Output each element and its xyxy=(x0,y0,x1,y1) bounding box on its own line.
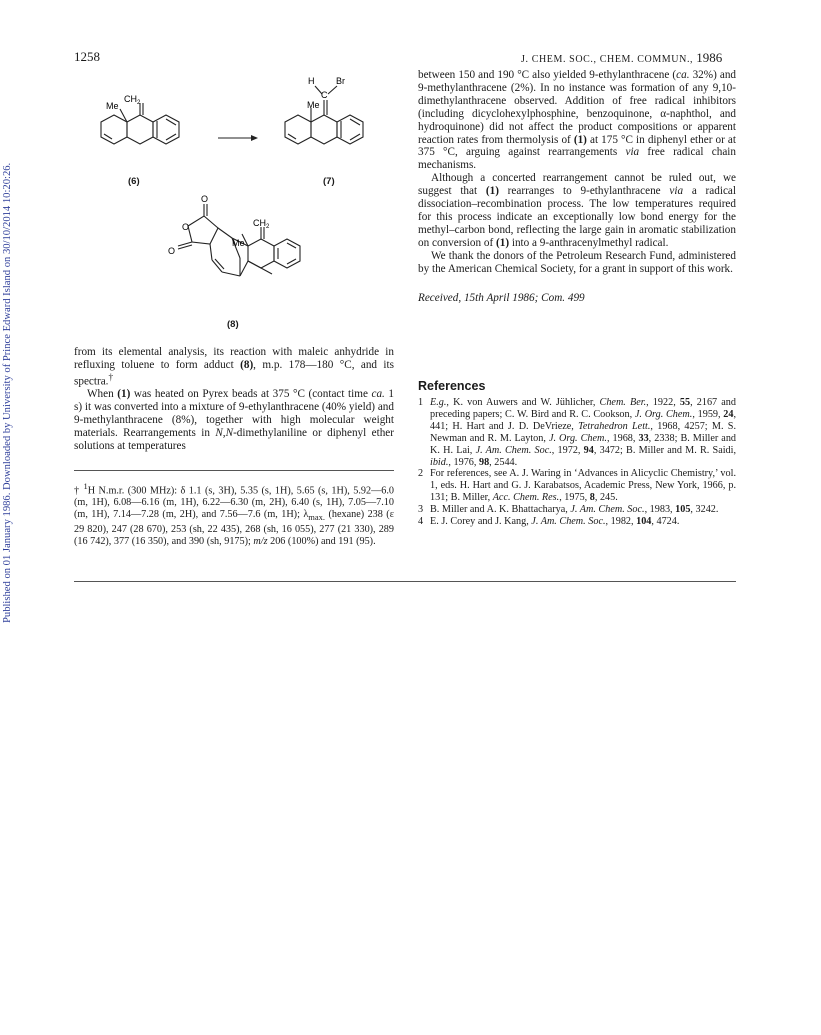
atom-ch2-6: $CH_2$ xyxy=(124,94,141,106)
running-header xyxy=(521,50,722,66)
right-column xyxy=(418,69,736,304)
atom-o-top-8: O xyxy=(201,194,209,204)
atom-me-8: Me xyxy=(232,238,245,248)
received-date: Received, 15th April 1986; Com. 499 xyxy=(418,291,585,304)
reference-1: 1 E.g., K. von Auwers and W. Jühlicher, Chem. Ber., 1922, 55, 2167 and preceding papers; C. W. Bird and R. C. Cookson, J. Org. Chem., 1959, 24, 441; H. Hart and J. D. DeVrieze, Tetrahedron Lett., 1968, 4257; M. S. Newman and R. M. Layton, J. Org. Chem., 1968, 33, 2338; B. Miller and K. H. Lai, J. Am. Chem. Soc., 1972, 94, 3472; B. Miller and M. R. Saidi, ibid., 1976, 98, 2544. xyxy=(418,397,737,468)
atom-h-7: H xyxy=(308,76,315,86)
footnote-rule xyxy=(74,470,394,471)
atom-o-left-8: O xyxy=(168,246,176,256)
compound-7-label: (7) xyxy=(323,176,335,187)
reference-2: 2 For references, see A. J. Waring in ‘Advances in Alicyclic Chemistry,’ vol. 1, eds. H. Hart and G. J. Karabatsos, Academic Press, New York, 1966, p. 131; B. Miller, Acc. Chem. Res., 1975, 8, 245. xyxy=(418,468,736,504)
publication-sidebar-note: Published on 01 January 1986. Downloaded by University of Prince Edward Island on 30/10/2014 10:20:26. xyxy=(2,162,13,624)
atom-ch2-8: $CH_2$ xyxy=(253,218,270,230)
atom-c-7: C xyxy=(321,90,328,100)
structure-compound-8 xyxy=(160,194,320,318)
atom-o-ring-8: O xyxy=(182,222,190,232)
reference-3: 3 B. Miller and A. K. Bhattacharya, J. Am. Chem. Soc., 1983, 105, 3242. xyxy=(418,504,719,516)
compound-6-label: (6) xyxy=(128,176,140,187)
left-column xyxy=(74,346,394,453)
journal-year: 1986 xyxy=(696,50,723,65)
structure-compound-7 xyxy=(272,78,392,178)
page-bottom-rule xyxy=(74,581,736,582)
references-list xyxy=(418,397,736,528)
right-paragraph-1: between 150 and 190 °C also yielded 9-ethylanthracene (ca. 32%) and 9-methylanthracene (2%). In no instance was formation of any 9,10-dimethylanthracene observed. Addition of free radical inhibitors (including dicyclohexylphosphine, benzoquinone, α-naphthol, and hydroquinone) did not affect the product compositions or apparent reaction rates from thermolysis of (1) at 175 °C in diphenyl ether or at 375 °C, arguing against rearrangements via free radical chain mechanisms. xyxy=(418,69,737,172)
footnote-nmr-data: † $^1$H N.m.r. (300 MHz): δ 1.1 (s, 3H), 5.35 (s, 1H), 5.65 (s, 1H), 5.92—6.0 (m, 1H), 6.08—6.16 (m, 1H), 6.22—6.30 (m, 2H), 6.40 (s, 1H), 7.05—7.10 (m, 1H), 7.14—7.28 (m, 2H), and 7.56—7.6 (m, 1H); $\lambda_{max.}$ (hexane) 238 (ε 29 820), 247 (28 670), 253 (sh, 22 435), 268 (sh, 16 055), 277 (21 330), 289 (16 742), 377 (16 350), and 390 (sh, 9175); m/z 206 (100%) and 191 (95). xyxy=(74,481,394,547)
page-number: 1258 xyxy=(74,49,100,64)
reference-4: 4 E. J. Corey and J. Kang, J. Am. Chem. Soc., 1982, 104, 4724. xyxy=(418,516,680,528)
left-paragraph-2: When (1) was heated on Pyrex beads at 375 °C (contact time ca. 1 s) it was converted into a mixture of 9-ethylanthracene (40% yield) and 9-methylanthracene (8%), together with high molecular weight materials. Rearrangements in N,N-dimethylaniline or diphenyl ether solutions at temperatures xyxy=(74,388,395,453)
journal-name: J. CHEM. SOC., CHEM. COMMUN., xyxy=(521,54,694,65)
atom-me-7: Me xyxy=(307,100,320,110)
structure-compound-6 xyxy=(88,94,208,180)
compound-8-label: (8) xyxy=(227,319,239,330)
left-paragraph-1: from its elemental analysis, its reaction with maleic anhydride in refluxing toluene to form adduct (8), m.p. 178—180 °C, and its spectra.† xyxy=(74,346,394,388)
right-paragraph-2: Although a concerted rearrangement cannot be ruled out, we suggest that (1) rearranges to 9-ethylanthracene via a radical dissociation–recombination process. The low temperatures required for this process indicate an exceptionally low bond energy for the methyl–carbon bond, reflecting the large gain in aromatic stabilization on conversion of (1) into a 9-anthracenylmethyl radical. xyxy=(418,172,736,249)
references-heading: References xyxy=(418,379,486,393)
acknowledgement: We thank the donors of the Petroleum Research Fund, administered by the American Chemical Society, for a grant in support of this work. xyxy=(418,249,736,275)
atom-br-7: Br xyxy=(336,76,345,86)
atom-me-6: Me xyxy=(106,101,119,111)
reaction-arrow xyxy=(218,133,258,143)
